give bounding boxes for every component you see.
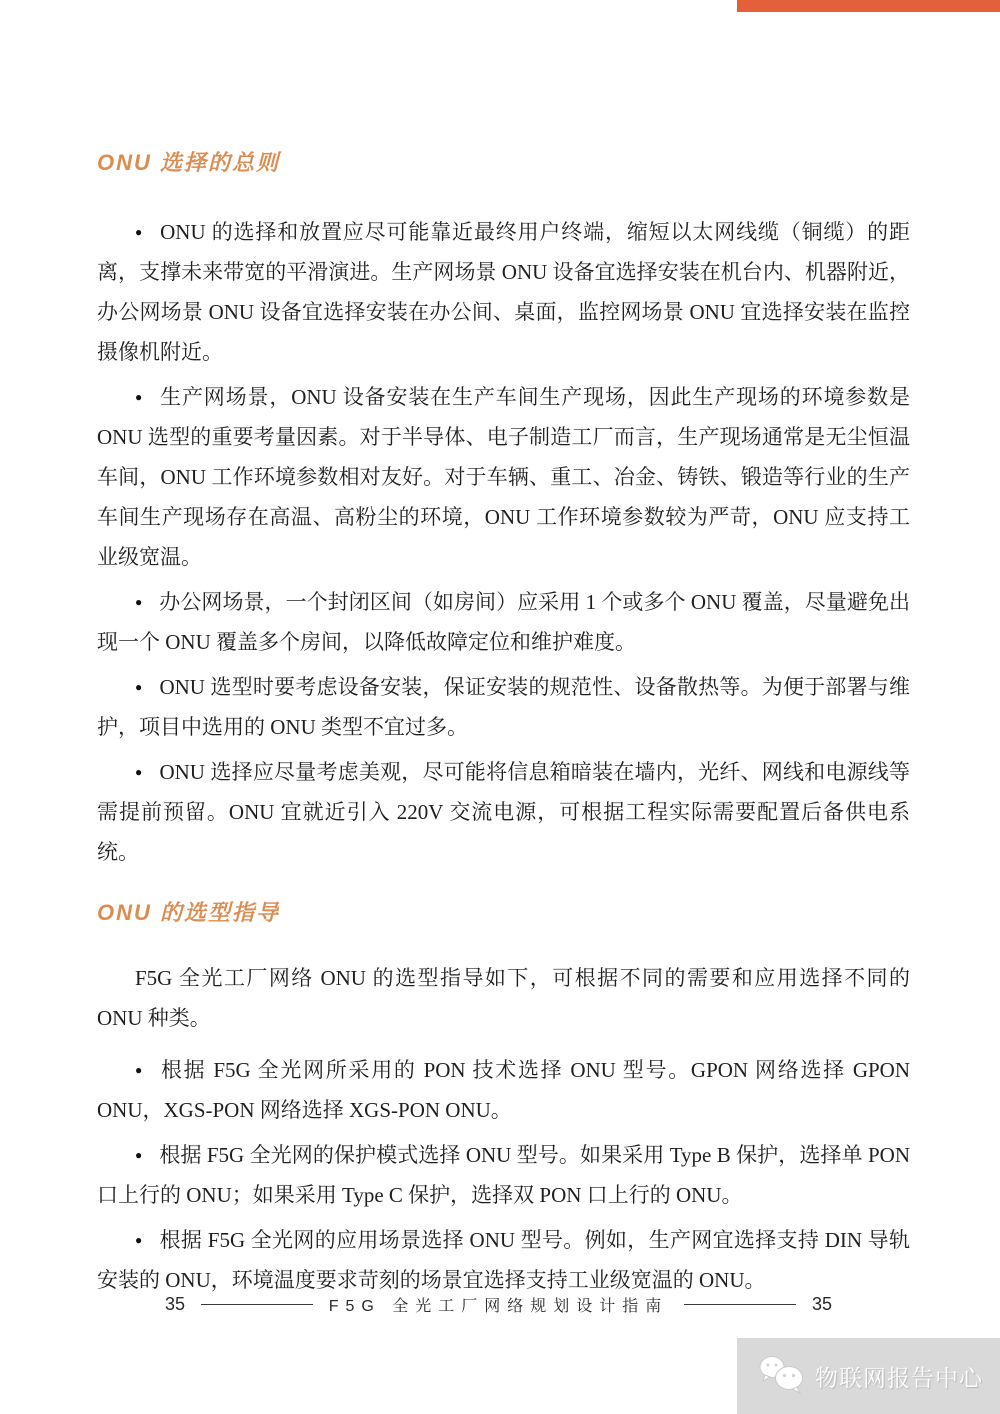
wechat-icon (757, 1352, 807, 1401)
bullet-icon: ● (135, 1233, 143, 1247)
footer-doc-title: F5G 全光工厂网络规划设计指南 (328, 1297, 669, 1315)
bullet-paragraph (97, 377, 910, 577)
bullet-icon: ● (135, 225, 144, 239)
bullet-text: 根据 F5G 全光网所采用的 PON 技术选择 ONU 型号。GPON 网络选择 GPON ONU，XGS-PON 网络选择 XGS-PON ONU。 (97, 1058, 911, 1122)
bullet-paragraph (97, 752, 910, 872)
bullet-text: 根据 F5G 全光网的应用场景选择 ONU 型号。例如，生产网宜选择支持 DIN 导轨安装的 ONU，环境温度要求苛刻的场景宜选择支持工业级宽温的 ONU。 (97, 1228, 910, 1292)
bullet-icon: ● (135, 1148, 143, 1162)
bullet-paragraph (97, 212, 910, 372)
intro-paragraph: F5G 全光工厂网络 ONU 的选型指导如下，可根据不同的需要和应用选择不同的 ONU 种类。 (97, 966, 910, 1030)
footer-rule-right (684, 1304, 796, 1305)
bullet-text: 根据 F5G 全光网的保护模式选择 ONU 型号。如果采用 Type B 保护，选择单 PON 口上行的 ONU；如果采用 Type C 保护，选择双 PON 口上行的 ONU。 (97, 1143, 910, 1207)
bullet-text: 生产网场景，ONU 设备安装在生产车间生产现场，因此生产现场的环境参数是 ONU 选型的重要考量因素。对于半导体、电子制造工厂而言，生产现场通常是无尘恒温车间，ONU 工作环境参数相对友好。对于车辆、重工、冶金、铸铁、锻造等行业的生产车间生产现场存在高温、高粉尘的环境，ONU 工作环境参数较为严苛，ONU 应支持工业级宽温。 (97, 385, 911, 569)
bullet-text: ONU 选型时要考虑设备安装，保证安装的规范性、设备散热等。为便于部署与维护，项目中选用的 ONU 类型不宜过多。 (97, 675, 911, 739)
bullet-icon: ● (135, 595, 143, 609)
bullet-text: ONU 的选择和放置应尽可能靠近最终用户终端，缩短以太网线缆（铜缆）的距离，支撑未来带宽的平滑演进。生产网场景 ONU 设备宜选择安装在机台内、机器附近，办公网场景 ONU 设备宜选择安装在办公间、桌面，监控网场景 ONU 宜选择安装在监控摄像机附近。 (97, 220, 911, 364)
footer-rule-left (201, 1304, 313, 1305)
page-footer (165, 1288, 832, 1320)
bullet-icon: ● (135, 765, 143, 779)
bullet-paragraph (97, 582, 910, 662)
bullet-icon: ● (135, 390, 144, 404)
bullet-text: ONU 选择应尽量考虑美观，尽可能将信息箱暗装在墙内，光纤、网线和电源线等需提前预留。ONU 宜就近引入 220V 交流电源，可根据工程实际需要配置后备供电系统。 (97, 760, 911, 864)
page-number-left: 35 (165, 1293, 186, 1314)
watermark-badge (737, 1338, 1000, 1414)
section-title-onu-selection-principles: ONU 选择的总则 (97, 150, 281, 175)
bullet-paragraph (97, 1135, 910, 1215)
bullet-icon: ● (135, 1063, 144, 1077)
bullet-paragraph (97, 1050, 910, 1130)
section-title-onu-model-selection-guide: ONU 的选型指导 (97, 900, 281, 925)
bullet-text: 办公网场景，一个封闭区间（如房间）应采用 1 个或多个 ONU 覆盖，尽量避免出现一个 ONU 覆盖多个房间，以降低故障定位和维护难度。 (97, 590, 910, 654)
watermark-label: 物联网报告中心 (815, 1364, 983, 1391)
bullet-paragraph (97, 667, 910, 747)
page-number-right: 35 (811, 1293, 833, 1314)
top-right-accent-bar (737, 0, 1000, 12)
bullet-icon: ● (135, 680, 143, 694)
